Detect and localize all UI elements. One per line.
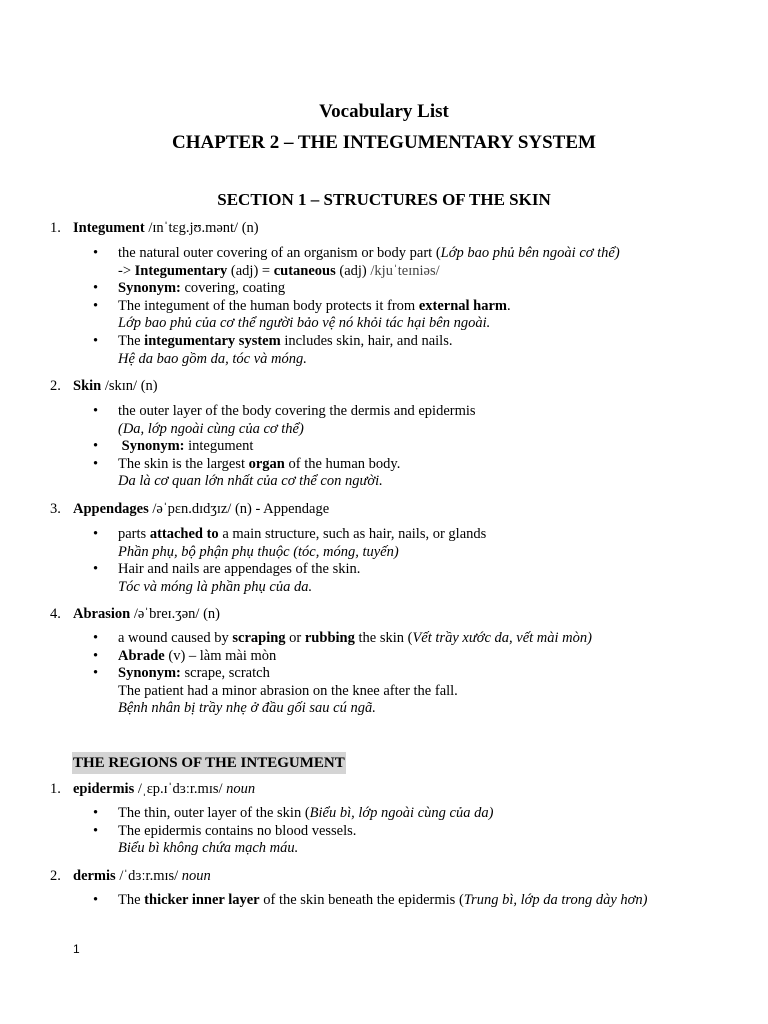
abrasion-bullets (0, 630, 592, 718)
chapter-heading: CHAPTER 2 – THE INTEGUMENTARY SYSTEM (172, 132, 596, 153)
bullet-icon: • (93, 297, 99, 314)
list-item: • Abrade (v) – làm mài mòn (93, 647, 277, 664)
skin-bullets (0, 403, 476, 491)
list-item: • parts attached to a main structure, such as hair, nails, or glands Phần phụ, bộ phận phụ thuộc (tóc, móng, tuyến) (93, 526, 487, 560)
section-heading: SECTION 1 – STRUCTURES OF THE SKIN (217, 190, 551, 209)
vocab-entry-appendages (50, 500, 329, 518)
bullet-icon: • (93, 332, 99, 349)
list-item: • The integumentary system includes skin, hair, and nails. Hệ da bao gồm da, tóc và móng. (93, 332, 453, 367)
vocab-entry-abrasion (50, 605, 220, 623)
entry-pronunciation: /skɪn/ (n) (101, 378, 158, 394)
list-item: • The thin, outer layer of the skin (Biểu bì, lớp ngoài cùng của da) (93, 805, 494, 821)
entry-number: 1. (50, 220, 61, 236)
list-item: • the outer layer of the body covering the dermis and epidermis (Da, lớp ngoài cùng của cơ thể) (93, 403, 476, 437)
list-item: • Synonym: integument (93, 438, 254, 455)
regions-heading: THE REGIONS OF THE INTEGUMENT (72, 752, 346, 774)
entry-word: Skin (73, 378, 102, 394)
epidermis-bullets (0, 805, 493, 858)
vocab-entry-integument (50, 219, 259, 237)
bullet-icon: • (93, 438, 99, 455)
entry-part-of-speech: noun (226, 781, 256, 797)
appendages-bullets (0, 526, 486, 596)
bullet-icon: • (93, 455, 99, 472)
entry-pronunciation: /ˌɛp.ɪˈdɜːr.mɪs/ (134, 781, 227, 797)
entry-pronunciation: /ˈdɜːr.mɪs/ (115, 868, 182, 884)
vocab-entry-skin (50, 377, 158, 395)
entry-part-of-speech: noun (181, 868, 211, 884)
list-item: • Synonym: covering, coating (93, 280, 286, 297)
list-item: • The integument of the human body protects it from external harm. Lớp bao phủ của cơ thể người bảo vệ nó khỏi tác hại bên ngoài. (93, 297, 511, 332)
entry-number: 3. (50, 501, 61, 517)
entry-word: Abrasion (73, 606, 131, 622)
list-item: • a wound caused by scraping or rubbing the skin (Vết trầy xước da, vết mài mòn) (93, 630, 592, 646)
entry-word: dermis (73, 868, 116, 884)
entry-pronunciation: /əˈbreɪ.ʒən/ (n) (130, 606, 220, 622)
bullet-icon: • (93, 647, 99, 664)
list-item: • the natural outer covering of an organism or body part (Lớp bao phủ bên ngoài cơ thể) -> Integumentary (adj) = cutaneous (adj) /kjuˈteɪniəs/ (93, 245, 620, 279)
list-item: • Hair and nails are appendages of the skin. Tóc và móng là phần phụ của da. (93, 561, 361, 595)
bullet-icon: • (93, 280, 99, 297)
vocab-entry-dermis (50, 867, 211, 885)
bullet-icon: • (93, 245, 99, 261)
document-title: Vocabulary List (319, 101, 449, 122)
entry-number: 2. (50, 378, 61, 394)
bullet-icon: • (93, 561, 99, 578)
list-item: • The skin is the largest organ of the human body. Da là cơ quan lớn nhất của cơ thể con người. (93, 455, 401, 490)
list-item: • The epidermis contains no blood vessels. Biểu bì không chứa mạch máu. (93, 822, 357, 857)
entry-word: Integument (73, 220, 145, 236)
entry-pronunciation: /ɪnˈtɛg.jʊ.mənt/ (n) (144, 220, 259, 236)
dermis-bullets (0, 892, 648, 910)
bullet-icon: • (93, 892, 99, 908)
list-item: • Synonym: scrape, scratch The patient had a minor abrasion on the knee after the fall. Bệnh nhân bị trầy nhẹ ở đầu gối sau cú ngã. (93, 665, 458, 717)
bullet-icon: • (93, 526, 99, 542)
entry-number: 1. (50, 781, 61, 797)
integument-bullets (0, 245, 620, 368)
bullet-icon: • (93, 822, 99, 839)
page-number: 1 (73, 942, 80, 956)
entry-number: 4. (50, 606, 61, 622)
bullet-icon: • (93, 805, 99, 821)
entry-word: Appendages (73, 501, 149, 517)
entry-word: epidermis (73, 781, 135, 797)
bullet-icon: • (93, 665, 99, 682)
bullet-icon: • (93, 403, 99, 419)
bullet-icon: • (93, 630, 99, 646)
entry-pronunciation: /əˈpɛn.dɪdʒɪz/ (n) - Appendage (148, 501, 330, 517)
vocab-entry-epidermis (50, 780, 255, 798)
list-item: • The thicker inner layer of the skin beneath the epidermis (Trung bì, lớp da trong dày hơn) (93, 892, 648, 908)
entry-number: 2. (50, 868, 61, 884)
